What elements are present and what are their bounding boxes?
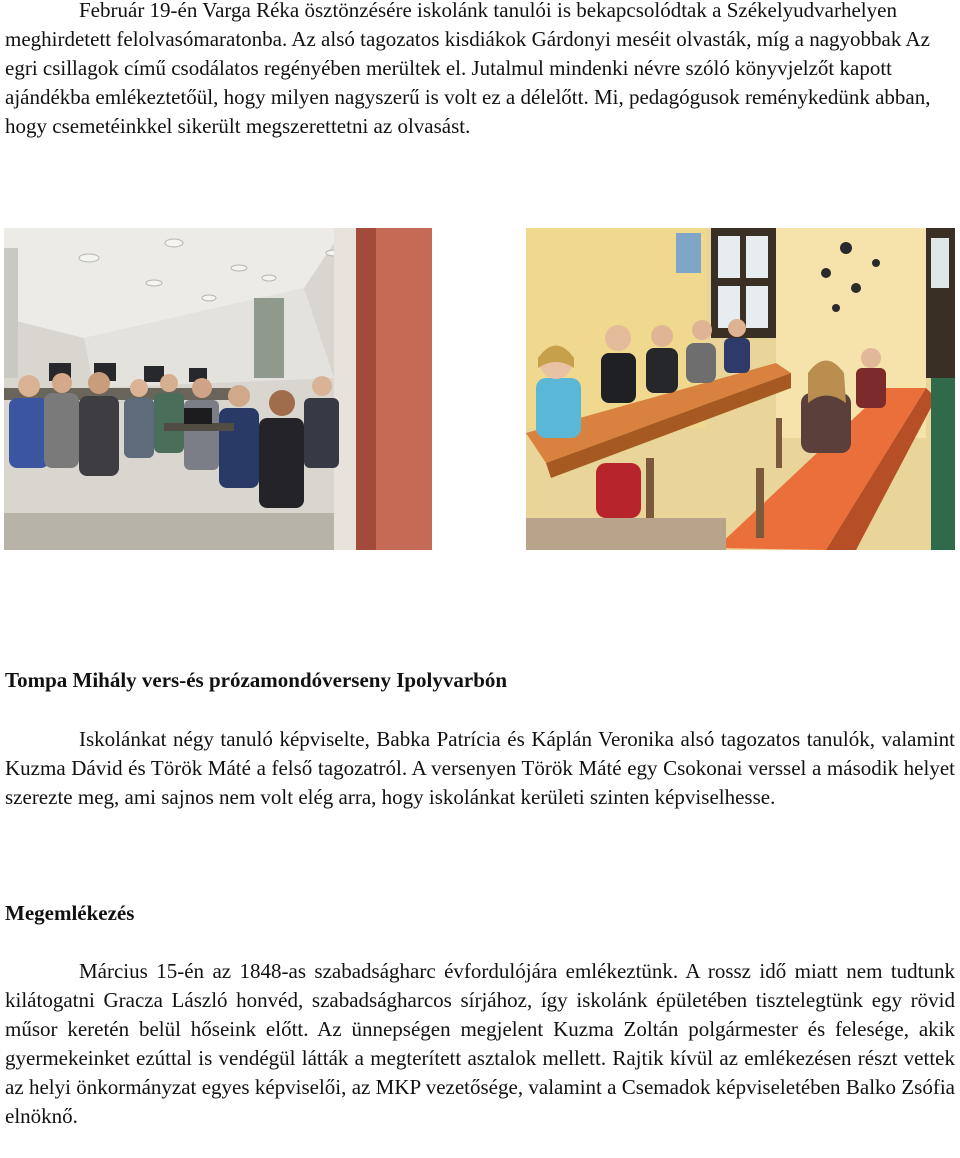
classroom-audience-photo (4, 228, 432, 550)
children-reading-photo (526, 228, 955, 550)
section-body-megemlekezes: Március 15-én az 1848-as szabadságharc évfordulójára emlékeztünk. A rossz idő miatt nem tudtunk kilátogatni Gracza László honvéd, szabadságharcos sírjához, így iskolánk épületében tisztelegtünk egy rövid műsor keretén belül hőseink előtt. Az ünnepségen megjelent Kuzma Zoltán polgármester és felesége, akik gyermekeinket ezúttal is vendégül látták a megterített asztalok mellett. Rajtik kívül az emlékezésen részt vettek az helyi önkormányzat egyes képviselői, az MKP vezetősége, valamint a Csemadok képviseletében Balko Zsófia elnöknő. (5, 959, 955, 1128)
section-heading-megemlekezes: Megemlékezés (5, 901, 135, 925)
intro-paragraph: Február 19-én Varga Réka ösztönzésére iskolánk tanulói is bekapcsolódtak a Székelyudvarhelyen meghirdetett felolvasómaratonba. Az alsó tagozatos kisdiákok Gárdonyi meséit olvasták, míg a nagyobbak Az egri csillagok című csodálatos regényében merültek el. Jutalmul mindenki névre szóló könyvjelzőt kapott ajándékba emlékeztetőül, hogy milyen nagyszerű is volt ez a délelőtt. Mi, pedagógusok reménykedünk abban, hogy csemetéinkkel sikerült megszerettetni az olvasást. (5, 0, 931, 138)
section-heading-verseny: Tompa Mihály vers-és prózamondóverseny Ipolyvarbón (5, 668, 508, 692)
section-body-verseny: Iskolánkat négy tanuló képviselte, Babka Patrícia és Káplán Veronika alsó tagozatos tanulók, valamint Kuzma Dávid és Török Máté a felső tagozatról. A versenyen Török Máté egy Csokonai verssel a második helyet szerezte meg, ami sajnos nem volt elég arra, hogy iskolánkat kerületi szinten képviselhesse. (5, 727, 955, 809)
